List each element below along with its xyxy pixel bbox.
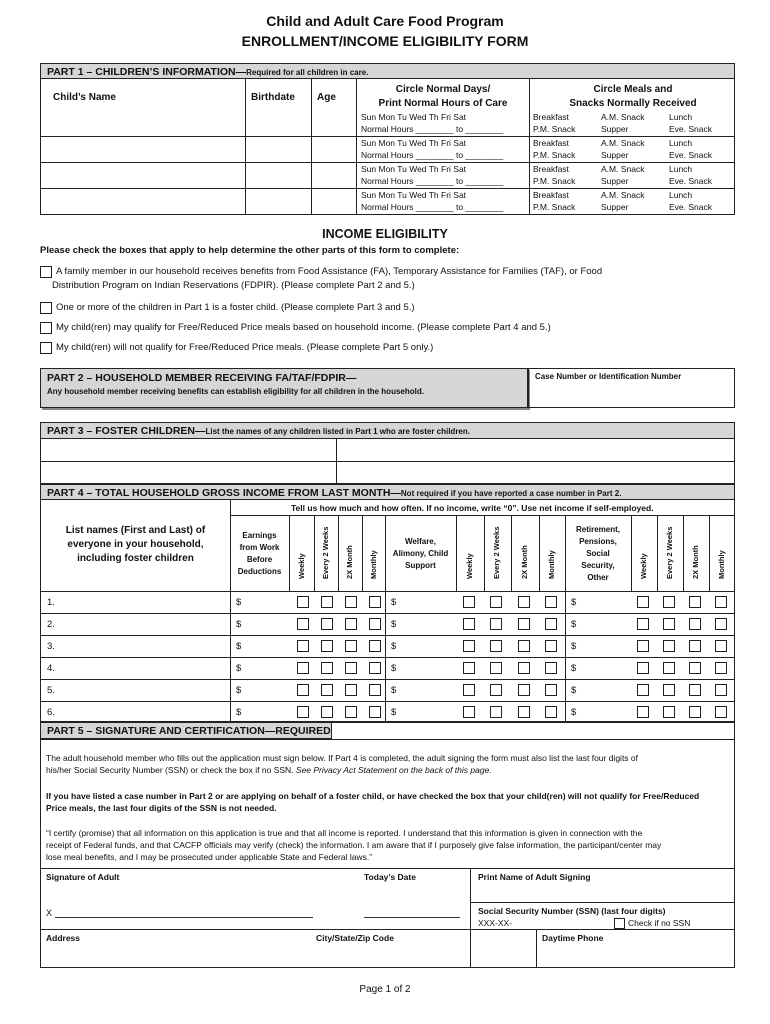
print-name-field[interactable]: [472, 882, 734, 901]
frequency-checkbox[interactable]: [345, 640, 357, 652]
frequency-checkbox[interactable]: [545, 662, 557, 674]
frequency-checkbox[interactable]: [663, 618, 675, 630]
part4-section: [40, 484, 735, 722]
frequency-checkbox[interactable]: [321, 640, 333, 652]
frequency-checkbox[interactable]: [637, 596, 649, 608]
frequency-checkbox[interactable]: [689, 684, 701, 696]
welfare-freq-weekly: Weekly: [465, 553, 474, 579]
household-member-name-field[interactable]: [63, 703, 227, 721]
frequency-checkbox[interactable]: [637, 618, 649, 630]
retire-freq-2weeks: Every 2 Weeks: [665, 526, 674, 579]
frequency-checkbox[interactable]: [545, 684, 557, 696]
income-amount-field[interactable]: $: [236, 685, 242, 696]
income-row-number: 4.: [47, 663, 55, 674]
frequency-checkbox[interactable]: [663, 640, 675, 652]
part4-header: [40, 484, 735, 500]
frequency-checkbox[interactable]: [345, 684, 357, 696]
col-days-line1: Circle Normal Days/: [395, 84, 491, 95]
earn-header-3: Before: [246, 555, 273, 564]
frequency-checkbox[interactable]: [689, 706, 701, 718]
frequency-checkbox[interactable]: [637, 640, 649, 652]
frequency-checkbox[interactable]: [297, 684, 309, 696]
meal-eve-snack-1[interactable]: Eve. Snack: [669, 124, 712, 134]
income-amount-field[interactable]: $: [391, 663, 397, 674]
retire-header-3: Social: [586, 549, 610, 558]
part5-header: PART 5 – SIGNATURE AND CERTIFICATION—REQUIRED: [40, 722, 332, 739]
frequency-checkbox[interactable]: [518, 706, 530, 718]
meal-am-snack-1[interactable]: A.M. Snack: [601, 112, 645, 122]
frequency-checkbox[interactable]: [518, 640, 530, 652]
frequency-checkbox[interactable]: [369, 706, 381, 718]
household-member-name-field[interactable]: [63, 637, 227, 655]
frequency-checkbox[interactable]: [369, 684, 381, 696]
meal-am-snack-4[interactable]: A.M. Snack: [601, 190, 645, 200]
part5-para2-line2: Price meals, the last four digits of the SSN is not needed.: [46, 803, 277, 813]
days-row-3[interactable]: Sun Mon Tu Wed Th Fri Sat: [361, 164, 467, 174]
earn-freq-monthly: Monthly: [369, 550, 378, 579]
meal-supper-1[interactable]: Supper: [601, 124, 629, 134]
retire-freq-2xmonth: 2X Month: [691, 545, 700, 579]
frequency-checkbox[interactable]: [490, 596, 502, 608]
income-row-number: 2.: [47, 619, 55, 630]
no-ssn-label: Check if no SSN: [628, 918, 691, 928]
case-number-field[interactable]: [528, 368, 735, 408]
welfare-header-3: Support: [405, 561, 436, 570]
days-row-1[interactable]: Sun Mon Tu Wed Th Fri Sat: [361, 112, 467, 122]
ssn-label: Social Security Number (SSN) (last four digits): [478, 906, 666, 916]
days-row-4[interactable]: Sun Mon Tu Wed Th Fri Sat: [361, 190, 467, 200]
frequency-checkbox[interactable]: [715, 662, 727, 674]
frequency-checkbox[interactable]: [663, 596, 675, 608]
option-foster-label: One or more of the children in Part 1 is a foster child. (Please complete Part 3 and 5.): [56, 302, 415, 313]
frequency-checkbox[interactable]: [369, 640, 381, 652]
option-income-checkbox[interactable]: [40, 322, 52, 334]
income-amount-field[interactable]: $: [391, 597, 397, 608]
no-ssn-checkbox[interactable]: [614, 918, 625, 929]
frequency-checkbox[interactable]: [297, 662, 309, 674]
welfare-header-2: Alimony, Child: [392, 549, 449, 558]
frequency-checkbox[interactable]: [345, 618, 357, 630]
frequency-checkbox[interactable]: [297, 618, 309, 630]
meal-lunch-4[interactable]: Lunch: [669, 190, 693, 200]
option-benefits-checkbox[interactable]: [40, 266, 52, 278]
hours-row-4[interactable]: Normal Hours ________ to ________: [361, 202, 504, 212]
welfare-freq-2xmonth: 2X Month: [520, 545, 529, 579]
part3-header: [40, 422, 735, 439]
part4-note: Not required if you have reported a case number in Part 2.: [400, 489, 622, 498]
option-income-label: My child(ren) may qualify for Free/Reduced Price meals based on household income. (Please complete Part 4 and 5.): [56, 322, 551, 333]
income-heading: INCOME ELIGIBILITY: [322, 227, 448, 241]
retire-header-5: Other: [587, 573, 609, 582]
part2-heading: PART 2 – HOUSEHOLD MEMBER RECEIVING FA/TAF/FDPIR—: [47, 372, 357, 384]
certification-line1: “I certify (promise) that all information on this application is true and that all income is reported. I understand that this information is given in connection with the: [46, 828, 643, 838]
meal-breakfast-3[interactable]: Breakfast: [533, 164, 569, 174]
frequency-checkbox[interactable]: [689, 640, 701, 652]
hours-row-1[interactable]: Normal Hours ________ to ________: [361, 124, 504, 134]
income-amount-field[interactable]: $: [571, 685, 577, 696]
privacy-act-note: See Privacy Act Statement on the back of this page.: [295, 765, 492, 775]
frequency-checkbox[interactable]: [637, 684, 649, 696]
part5-para2: [46, 790, 730, 814]
certification-line2: receipt of Federal funds, and that CACFP officials may verify (check) the information. I am aware that if I purposely give false information, the participant/center may: [46, 840, 662, 850]
household-member-name-field[interactable]: [63, 615, 227, 633]
meal-eve-snack-4[interactable]: Eve. Snack: [669, 202, 712, 212]
part3-note: List the names of any children listed in Part 1 who are foster children.: [205, 427, 470, 436]
meal-lunch-2[interactable]: Lunch: [669, 138, 693, 148]
frequency-checkbox[interactable]: [715, 618, 727, 630]
meal-breakfast-2[interactable]: Breakfast: [533, 138, 569, 148]
certification-statement: [46, 827, 730, 863]
part3-heading: PART 3 – FOSTER CHILDREN—: [47, 425, 206, 437]
foster-child-name-2[interactable]: [339, 441, 731, 459]
frequency-checkbox[interactable]: [321, 596, 333, 608]
part1-heading: PART 1 – CHILDREN’S INFORMATION—: [47, 66, 247, 78]
frequency-checkbox[interactable]: [545, 596, 557, 608]
frequency-checkbox[interactable]: [345, 662, 357, 674]
retire-header-4: Security,: [581, 561, 615, 570]
frequency-checkbox[interactable]: [715, 640, 727, 652]
meal-pm-snack-3[interactable]: P.M. Snack: [533, 176, 576, 186]
earn-header-1: Earnings: [242, 531, 277, 540]
date-label: Today’s Date: [364, 872, 416, 882]
meal-eve-snack-3[interactable]: Eve. Snack: [669, 176, 712, 186]
frequency-checkbox[interactable]: [463, 618, 475, 630]
option-benefits-line2: Distribution Program on Indian Reservations (FDPIR). (Please complete Part 2 and 5.): [52, 280, 415, 291]
signature-label: Signature of Adult: [46, 872, 120, 882]
earn-freq-2xmonth: 2X Month: [345, 545, 354, 579]
part1-section: [40, 63, 735, 215]
option-not-qualify-label: My child(ren) will not qualify for Free/Reduced Price meals. (Please complete Part 5 only.): [56, 342, 434, 353]
frequency-checkbox[interactable]: [297, 640, 309, 652]
part5-para2-line1: If you have listed a case number in Part 2 or are applying on behalf of a foster child, or have checked the box that your child(ren) will not qualify for Free/Reduced: [46, 791, 700, 801]
income-amount-field[interactable]: $: [391, 685, 397, 696]
frequency-checkbox[interactable]: [463, 706, 475, 718]
part5-para1-line2: his/her Social Security Number (SSN) or check the box if no SSN.: [46, 765, 296, 775]
foster-child-name-3[interactable]: [43, 463, 333, 481]
frequency-checkbox[interactable]: [463, 684, 475, 696]
part2-section: [40, 368, 528, 408]
frequency-checkbox[interactable]: [518, 662, 530, 674]
meal-breakfast-4[interactable]: Breakfast: [533, 190, 569, 200]
print-name-label: Print Name of Adult Signing: [478, 872, 591, 882]
hours-row-3[interactable]: Normal Hours ________ to ________: [361, 176, 504, 186]
meal-pm-snack-1[interactable]: P.M. Snack: [533, 124, 576, 134]
income-amount-field[interactable]: $: [391, 641, 397, 652]
frequency-checkbox[interactable]: [345, 706, 357, 718]
income-amount-field[interactable]: $: [236, 619, 242, 630]
income-amount-field[interactable]: $: [236, 641, 242, 652]
frequency-checkbox[interactable]: [321, 706, 333, 718]
frequency-checkbox[interactable]: [490, 662, 502, 674]
meal-breakfast-1[interactable]: Breakfast: [533, 112, 569, 122]
frequency-checkbox[interactable]: [321, 684, 333, 696]
col-child-name: Child’s Name: [53, 92, 116, 103]
earn-header-2: from Work: [239, 543, 280, 552]
meal-lunch-3[interactable]: Lunch: [669, 164, 693, 174]
frequency-checkbox[interactable]: [637, 706, 649, 718]
part5-para1-line1: The adult household member who fills out the application must sign below. If Part 4 is completed, the adult signing the form must also list the last four digits of: [46, 753, 639, 763]
city-state-zip-label: City/State/Zip Code: [316, 933, 394, 943]
income-row-number: 5.: [47, 685, 55, 696]
frequency-checkbox[interactable]: [369, 618, 381, 630]
frequency-checkbox[interactable]: [490, 706, 502, 718]
foster-child-name-4[interactable]: [339, 463, 731, 481]
col-meals-line2: Snacks Normally Received: [569, 98, 697, 109]
frequency-checkbox[interactable]: [663, 662, 675, 674]
signature-x-mark: X: [46, 908, 53, 918]
earn-freq-weekly: Weekly: [297, 553, 306, 579]
income-amount-field[interactable]: $: [236, 663, 242, 674]
frequency-checkbox[interactable]: [369, 596, 381, 608]
household-member-name-field[interactable]: [63, 593, 227, 611]
ssn-prefix[interactable]: XXX-XX-: [478, 918, 513, 928]
meal-eve-snack-2[interactable]: Eve. Snack: [669, 150, 712, 160]
frequency-checkbox[interactable]: [345, 596, 357, 608]
address-label: Address: [46, 933, 81, 943]
col-days-line2: Print Normal Hours of Care: [378, 98, 508, 109]
option-benefits-line1: A family member in our household receives benefits from Food Assistance (FA), Temporary Assistance for Families (TAF), or Food: [56, 266, 603, 277]
certification-line3: lose meal benefits, and I may be prosecuted under applicable State and Federal laws.”: [46, 852, 373, 862]
income-amount-field[interactable]: $: [571, 641, 577, 652]
signature-line[interactable]: [55, 917, 313, 918]
frequency-checkbox[interactable]: [715, 684, 727, 696]
income-amount-field[interactable]: $: [571, 619, 577, 630]
income-amount-field[interactable]: $: [571, 597, 577, 608]
household-member-name-field[interactable]: [63, 681, 227, 699]
part4-heading: PART 4 – TOTAL HOUSEHOLD GROSS INCOME FROM LAST MONTH—: [47, 487, 401, 499]
frequency-checkbox[interactable]: [297, 596, 309, 608]
frequency-checkbox[interactable]: [369, 662, 381, 674]
address-field[interactable]: [42, 944, 534, 966]
income-amount-field[interactable]: $: [571, 663, 577, 674]
income-row-number: 1.: [47, 597, 55, 608]
frequency-checkbox[interactable]: [518, 596, 530, 608]
frequency-checkbox[interactable]: [545, 706, 557, 718]
form-title: Child and Adult Care Food Program: [266, 13, 504, 29]
frequency-checkbox[interactable]: [689, 596, 701, 608]
daytime-phone-field[interactable]: [538, 944, 733, 966]
names-header-line2: everyone in your household,: [67, 539, 204, 550]
frequency-checkbox[interactable]: [463, 596, 475, 608]
earn-freq-2weeks: Every 2 Weeks: [321, 526, 330, 579]
frequency-checkbox[interactable]: [490, 640, 502, 652]
col-meals-line1: Circle Meals and: [593, 84, 673, 95]
part1-heading-note: Required for all children in care.: [246, 68, 369, 77]
case-number-label: Case Number or Identification Number: [535, 372, 682, 381]
frequency-checkbox[interactable]: [715, 706, 727, 718]
frequency-checkbox[interactable]: [321, 662, 333, 674]
retire-header-1: Retirement,: [575, 525, 620, 534]
frequency-checkbox[interactable]: [463, 662, 475, 674]
frequency-checkbox[interactable]: [518, 618, 530, 630]
form-subtitle: ENROLLMENT/INCOME ELIGIBILITY FORM: [241, 33, 529, 49]
part1-header: [40, 63, 735, 79]
income-instructions: Please check the boxes that apply to help determine the other parts of this form to complete:: [40, 245, 460, 256]
meal-lunch-1[interactable]: Lunch: [669, 112, 693, 122]
option-foster-checkbox[interactable]: [40, 302, 52, 314]
option-not-qualify-checkbox[interactable]: [40, 342, 52, 354]
income-amount-field[interactable]: $: [391, 619, 397, 630]
col-age: Age: [317, 92, 336, 103]
page-number: Page 1 of 2: [359, 984, 411, 995]
earn-header-4: Deductions: [237, 567, 282, 576]
income-amount-field[interactable]: $: [236, 707, 242, 718]
frequency-checkbox[interactable]: [663, 684, 675, 696]
income-amount-field[interactable]: $: [571, 707, 577, 718]
frequency-checkbox[interactable]: [637, 662, 649, 674]
date-line[interactable]: [364, 917, 460, 918]
meal-am-snack-2[interactable]: A.M. Snack: [601, 138, 645, 148]
frequency-checkbox[interactable]: [663, 706, 675, 718]
retire-header-2: Pensions,: [579, 537, 617, 546]
frequency-checkbox[interactable]: [463, 640, 475, 652]
retire-freq-weekly: Weekly: [639, 553, 648, 579]
meal-supper-3[interactable]: Supper: [601, 176, 629, 186]
frequency-checkbox[interactable]: [321, 618, 333, 630]
income-row-number: 6.: [47, 707, 55, 718]
names-header-line1: List names (First and Last) of: [65, 525, 206, 536]
frequency-checkbox[interactable]: [297, 706, 309, 718]
frequency-checkbox[interactable]: [715, 596, 727, 608]
frequency-checkbox[interactable]: [490, 618, 502, 630]
names-header-line3: including foster children: [77, 553, 194, 564]
foster-child-name-1[interactable]: [43, 441, 333, 459]
frequency-checkbox[interactable]: [490, 684, 502, 696]
welfare-header-1: Welfare,: [405, 537, 436, 546]
part5-para1: [46, 752, 730, 776]
retire-freq-monthly: Monthly: [717, 550, 726, 579]
welfare-freq-2weeks: Every 2 Weeks: [492, 526, 501, 579]
meal-pm-snack-4[interactable]: P.M. Snack: [533, 202, 576, 212]
frequency-checkbox[interactable]: [518, 684, 530, 696]
frequency-checkbox[interactable]: [689, 662, 701, 674]
part3-section: [40, 422, 735, 484]
meal-am-snack-3[interactable]: A.M. Snack: [601, 164, 645, 174]
income-amount-field[interactable]: $: [391, 707, 397, 718]
col-birthdate: Birthdate: [251, 92, 295, 103]
meal-supper-2[interactable]: Supper: [601, 150, 629, 160]
meal-supper-4[interactable]: Supper: [601, 202, 629, 212]
meal-pm-snack-2[interactable]: P.M. Snack: [533, 150, 576, 160]
income-amount-field[interactable]: $: [236, 597, 242, 608]
welfare-freq-monthly: Monthly: [547, 550, 556, 579]
frequency-checkbox[interactable]: [545, 640, 557, 652]
frequency-checkbox[interactable]: [689, 618, 701, 630]
household-member-name-field[interactable]: [63, 659, 227, 677]
days-row-2[interactable]: Sun Mon Tu Wed Th Fri Sat: [361, 138, 467, 148]
part2-note: Any household member receiving benefits can establish eligibility for all children in the household.: [47, 387, 424, 396]
income-row-number: 3.: [47, 641, 55, 652]
hours-row-2[interactable]: Normal Hours ________ to ________: [361, 150, 504, 160]
frequency-checkbox[interactable]: [545, 618, 557, 630]
daytime-phone-label: Daytime Phone: [542, 933, 604, 943]
part4-subnote: Tell us how much and how often. If no income, write “0”. Use net income if self-employed.: [291, 503, 654, 513]
